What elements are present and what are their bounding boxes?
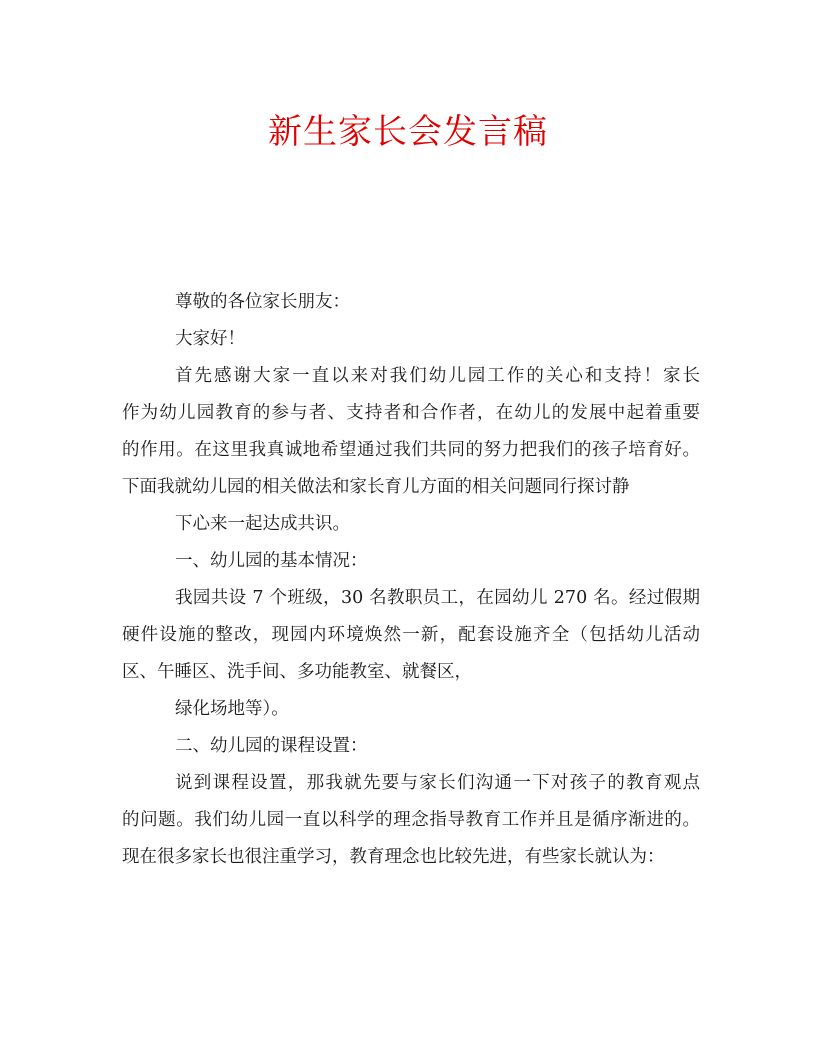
paragraph-line: 我园共设 7 个班级，30 名教职员工，在园幼儿 270 名。经过假期 — [175, 588, 700, 608]
paragraph-line: 说到课程设置，那我就先要与家长们沟通一下对孩子的教育观点 — [175, 773, 700, 793]
document-title: 新生家长会发言稿 — [268, 112, 548, 152]
paragraph-line: 绿化场地等）。 — [175, 699, 289, 719]
paragraph-line: 首先感谢大家一直以来对我们幼儿园工作的关心和支持！家长 — [175, 366, 700, 386]
section-heading: 一、幼儿园的基本情况： — [175, 551, 368, 571]
paragraph-line: 下面我就幼儿园的相关做法和家长育儿方面的相关问题同行探讨静 — [122, 477, 630, 497]
paragraph-line: 现在很多家长也很注重学习，教育理念也比较先进，有些家长就认为： — [122, 847, 665, 867]
greeting: 大家好！ — [175, 329, 245, 349]
paragraph-line: 下心来一起达成共识。 — [175, 514, 350, 534]
salutation: 尊敬的各位家长朋友： — [175, 292, 350, 312]
section-heading: 二、幼儿园的课程设置： — [175, 736, 368, 756]
paragraph-line: 的问题。我们幼儿园一直以科学的理念指导教育工作并且是循序渐进的。 — [122, 810, 700, 830]
paragraph-line: 硬件设施的整改，现园内环境焕然一新，配套设施齐全（包括幼儿活动 — [122, 625, 700, 645]
paragraph-line: 区、午睡区、洗手间、多功能教室、就餐区， — [122, 662, 472, 682]
paragraph-line: 作为幼儿园教育的参与者、支持者和合作者，在幼儿的发展中起着重要 — [122, 403, 700, 423]
paragraph-line: 的作用。在这里我真诚地希望通过我们共同的努力把我们的孩子培育好。 — [122, 440, 700, 460]
document-body — [122, 284, 700, 876]
